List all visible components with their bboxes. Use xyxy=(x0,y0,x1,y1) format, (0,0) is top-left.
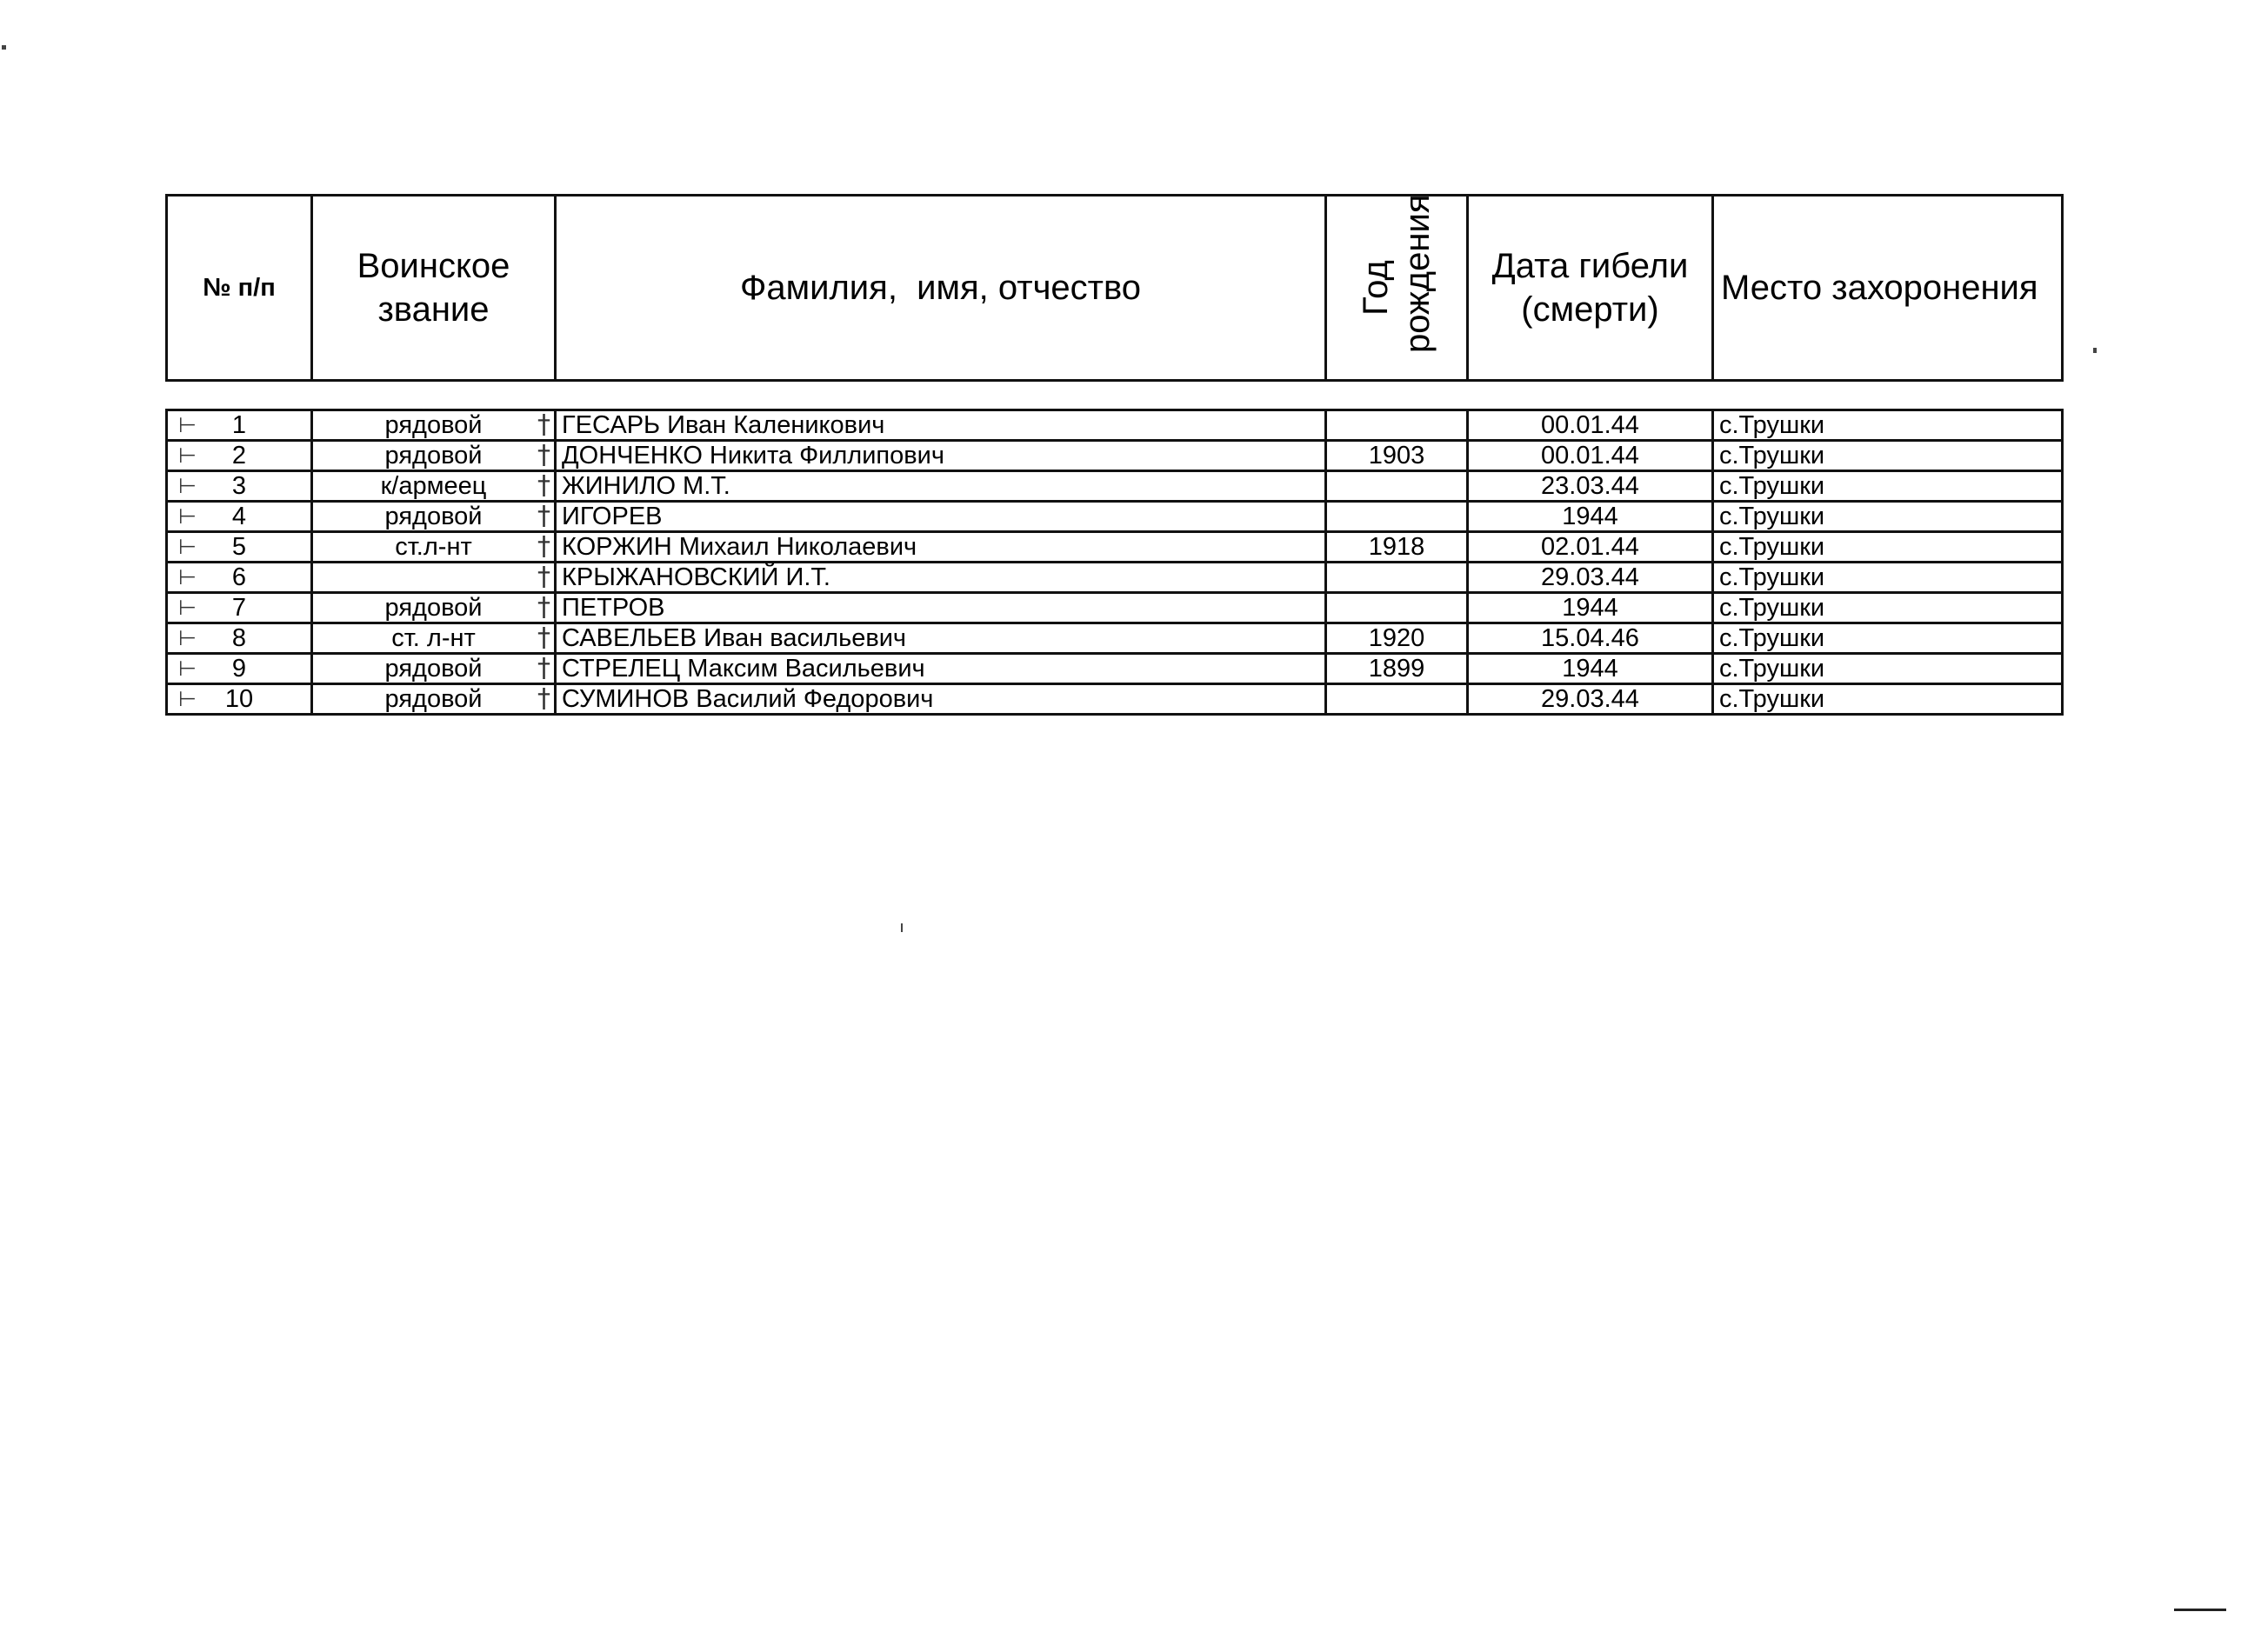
header-place: Место захоронения xyxy=(1713,196,2063,381)
row-name: ИГОРЕВ xyxy=(562,503,663,530)
row-name: КОРЖИН Михаил Николаевич xyxy=(562,533,917,561)
table-row xyxy=(167,593,2063,623)
handwritten-cross-mark: † xyxy=(537,562,550,592)
row-death-date-cell xyxy=(1468,532,1713,563)
row-birth-year: 1903 xyxy=(1368,442,1425,470)
handwritten-tick-mark: ⊢ xyxy=(178,535,197,559)
row-number: 3 xyxy=(231,472,247,500)
row-burial-place-cell xyxy=(1713,654,2063,684)
header-num: № п/п xyxy=(167,196,312,381)
header-year-cell xyxy=(1326,196,1468,381)
header-table xyxy=(165,194,2064,382)
row-death-date: 02.01.44 xyxy=(1541,533,1639,561)
data-table xyxy=(165,409,2064,716)
row-name: САВЕЛЬЕВ Иван васильевич xyxy=(562,624,907,652)
row-number: 8 xyxy=(231,624,247,652)
row-birth-year-cell xyxy=(1326,410,1468,441)
row-rank: ст.л-нт xyxy=(395,533,472,561)
scan-speck xyxy=(901,923,903,932)
row-name: ДОНЧЕНКО Никита Филлипович xyxy=(562,442,944,470)
row-burial-place-cell xyxy=(1713,410,2063,441)
row-burial-place: с.Трушки xyxy=(1719,624,1825,652)
handwritten-tick-mark: ⊢ xyxy=(178,413,197,437)
table-row xyxy=(167,532,2063,563)
row-burial-place: с.Трушки xyxy=(1719,685,1825,713)
row-death-date-cell xyxy=(1468,654,1713,684)
row-death-date: 00.01.44 xyxy=(1541,442,1639,470)
scan-speck xyxy=(2,45,6,50)
row-rank: к/армеец xyxy=(380,472,487,500)
row-rank: рядовой xyxy=(384,411,483,439)
row-name-cell xyxy=(556,563,1326,593)
row-birth-year-cell xyxy=(1326,471,1468,502)
row-burial-place: с.Трушки xyxy=(1719,594,1825,622)
header-date: Дата гибели (смерти) xyxy=(1468,196,1713,381)
row-name: ПЕТРОВ xyxy=(562,594,665,622)
table-row xyxy=(167,471,2063,502)
row-birth-year-cell xyxy=(1326,623,1468,654)
row-birth-year-cell xyxy=(1326,654,1468,684)
row-birth-year: 1899 xyxy=(1368,655,1425,683)
table-row xyxy=(167,623,2063,654)
row-burial-place-cell xyxy=(1713,593,2063,623)
row-birth-year-cell xyxy=(1326,502,1468,532)
row-death-date: 1944 xyxy=(1562,503,1618,530)
row-burial-place: с.Трушки xyxy=(1719,503,1825,530)
row-rank-cell xyxy=(312,563,556,593)
row-name: СУМИНОВ Василий Федорович xyxy=(562,685,934,713)
row-death-date-cell xyxy=(1468,502,1713,532)
row-birth-year: 1920 xyxy=(1368,624,1425,652)
row-death-date-cell xyxy=(1468,563,1713,593)
row-death-date-cell xyxy=(1468,441,1713,471)
row-number-cell xyxy=(167,623,312,654)
row-number-cell xyxy=(167,502,312,532)
handwritten-cross-mark: † xyxy=(537,531,550,562)
row-number-cell xyxy=(167,471,312,502)
handwritten-cross-mark: † xyxy=(537,470,550,501)
handwritten-cross-mark: † xyxy=(537,592,550,623)
handwritten-tick-mark: ⊢ xyxy=(178,474,197,498)
row-birth-year: 1918 xyxy=(1368,533,1425,561)
row-rank-cell xyxy=(312,593,556,623)
row-death-date: 1944 xyxy=(1562,594,1618,622)
row-name: ЖИНИЛО М.Т. xyxy=(562,472,730,500)
row-birth-year-cell xyxy=(1326,532,1468,563)
row-death-date: 1944 xyxy=(1562,655,1618,683)
row-birth-year-cell xyxy=(1326,563,1468,593)
row-rank-cell xyxy=(312,410,556,441)
handwritten-tick-mark: ⊢ xyxy=(178,596,197,620)
row-death-date-cell xyxy=(1468,623,1713,654)
handwritten-tick-mark: ⊢ xyxy=(178,565,197,590)
row-rank-cell xyxy=(312,684,556,715)
row-name-cell xyxy=(556,593,1326,623)
row-death-date-cell xyxy=(1468,471,1713,502)
row-number: 9 xyxy=(231,655,247,683)
header-year: Год рождения xyxy=(1357,194,1437,353)
row-burial-place-cell xyxy=(1713,563,2063,593)
row-rank: рядовой xyxy=(384,685,483,713)
row-number: 1 xyxy=(231,411,247,439)
row-rank: рядовой xyxy=(384,442,483,470)
row-number-cell xyxy=(167,441,312,471)
row-rank-cell xyxy=(312,502,556,532)
handwritten-cross-mark: † xyxy=(537,410,550,440)
row-number-cell xyxy=(167,563,312,593)
row-number-cell xyxy=(167,532,312,563)
row-burial-place-cell xyxy=(1713,623,2063,654)
row-number: 5 xyxy=(231,533,247,561)
scan-speck xyxy=(2174,1609,2226,1611)
row-burial-place: с.Трушки xyxy=(1719,533,1825,561)
table-row xyxy=(167,410,2063,441)
row-name-cell xyxy=(556,410,1326,441)
handwritten-cross-mark: † xyxy=(537,653,550,683)
row-rank-cell xyxy=(312,532,556,563)
handwritten-cross-mark: † xyxy=(537,623,550,653)
row-name-cell xyxy=(556,471,1326,502)
header-rank: Воинское звание xyxy=(312,196,556,381)
data-body xyxy=(167,410,2063,715)
row-name-cell xyxy=(556,623,1326,654)
handwritten-cross-mark: † xyxy=(537,501,550,531)
row-death-date-cell xyxy=(1468,593,1713,623)
row-name: ГЕСАРЬ Иван Каленикович xyxy=(562,411,885,439)
row-death-date: 29.03.44 xyxy=(1541,685,1639,713)
table-row xyxy=(167,502,2063,532)
row-number: 4 xyxy=(231,503,247,530)
table-row xyxy=(167,563,2063,593)
handwritten-tick-mark: ⊢ xyxy=(178,504,197,529)
row-birth-year-cell xyxy=(1326,441,1468,471)
table-row xyxy=(167,441,2063,471)
row-name: КРЫЖАНОВСКИЙ И.Т. xyxy=(562,563,830,591)
row-rank: рядовой xyxy=(384,594,483,622)
handwritten-tick-mark: ⊢ xyxy=(178,443,197,468)
row-burial-place-cell xyxy=(1713,471,2063,502)
row-burial-place: с.Трушки xyxy=(1719,655,1825,683)
row-death-date: 15.04.46 xyxy=(1541,624,1639,652)
table-row xyxy=(167,684,2063,715)
header-row xyxy=(167,196,2063,381)
handwritten-tick-mark: ⊢ xyxy=(178,656,197,681)
row-rank-cell xyxy=(312,654,556,684)
row-name-cell xyxy=(556,502,1326,532)
handwritten-tick-mark: ⊢ xyxy=(178,626,197,650)
row-rank-cell xyxy=(312,471,556,502)
row-rank-cell xyxy=(312,623,556,654)
header-year-wrap xyxy=(1327,194,1466,379)
row-burial-place: с.Трушки xyxy=(1719,442,1825,470)
row-number-cell xyxy=(167,654,312,684)
handwritten-cross-mark: † xyxy=(537,683,550,714)
row-burial-place-cell xyxy=(1713,502,2063,532)
row-rank: рядовой xyxy=(384,503,483,530)
row-number-cell xyxy=(167,684,312,715)
row-number: 2 xyxy=(231,442,247,470)
header-name: Фамилия, имя, отчество xyxy=(556,196,1326,381)
row-rank: ст. л-нт xyxy=(391,624,476,652)
row-rank: рядовой xyxy=(384,655,483,683)
row-number: 7 xyxy=(231,594,247,622)
handwritten-cross-mark: † xyxy=(537,440,550,470)
row-name-cell xyxy=(556,654,1326,684)
row-burial-place-cell xyxy=(1713,684,2063,715)
row-death-date: 29.03.44 xyxy=(1541,563,1639,591)
table-row xyxy=(167,654,2063,684)
row-burial-place: с.Трушки xyxy=(1719,563,1825,591)
row-burial-place: с.Трушки xyxy=(1719,411,1825,439)
row-burial-place-cell xyxy=(1713,532,2063,563)
row-name: СТРЕЛЕЦ Максим Васильевич xyxy=(562,655,925,683)
scan-speck xyxy=(2093,348,2097,353)
row-death-date-cell xyxy=(1468,684,1713,715)
row-name-cell xyxy=(556,441,1326,471)
row-number-cell xyxy=(167,593,312,623)
row-number-cell xyxy=(167,410,312,441)
row-death-date-cell xyxy=(1468,410,1713,441)
row-birth-year-cell xyxy=(1326,593,1468,623)
row-rank-cell xyxy=(312,441,556,471)
row-name-cell xyxy=(556,532,1326,563)
row-burial-place: с.Трушки xyxy=(1719,472,1825,500)
row-number: 6 xyxy=(231,563,247,591)
handwritten-tick-mark: ⊢ xyxy=(178,687,197,711)
row-death-date: 23.03.44 xyxy=(1541,472,1639,500)
row-birth-year-cell xyxy=(1326,684,1468,715)
row-number: 10 xyxy=(224,685,254,713)
row-death-date: 00.01.44 xyxy=(1541,411,1639,439)
row-burial-place-cell xyxy=(1713,441,2063,471)
row-name-cell xyxy=(556,684,1326,715)
